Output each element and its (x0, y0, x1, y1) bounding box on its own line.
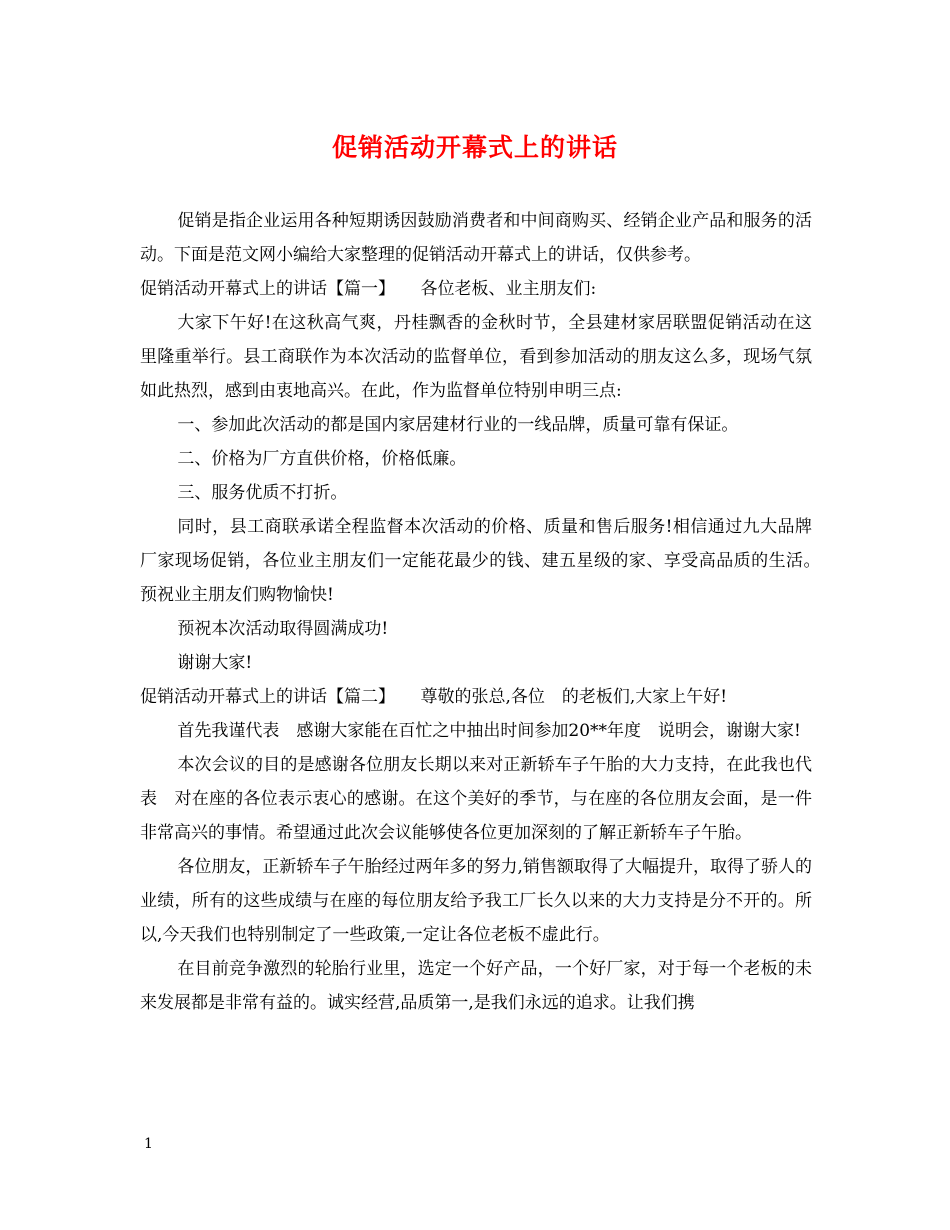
purpose-paragraph: 本次会议的目的是感谢各位朋友长期以来对正新轿车子午胎的大力支持，在此我也代表 对在座的各位表示衷心的感谢。在这个美好的季节，与在座的各位朋友会面，是一件非常高兴的事情。希望通过此次会议能够使各位更加深刻的了解正新轿车子午胎。 (140, 755, 812, 843)
competition-paragraph: 在目前竞争激烈的轮胎行业里，选定一个好产品，一个好厂家，对于每一个老板的未来发展都是非常有益的。诚实经营,品质第一,是我们永远的追求。让我们携 (140, 959, 812, 1013)
thanks-paragraph: 谢谢大家! (177, 653, 253, 673)
commitment-paragraph: 同时，县工商联承诺全程监督本次活动的价格、质量和售后服务!相信通过九大品牌厂家现场促销，各位业主朋友们一定能花最少的钱、建五星级的家、享受高品质的生活。 预祝业主朋友们购物愉快! (140, 517, 829, 605)
point-two-paragraph: 二、价格为厂方直供价格，价格低廉。 (177, 449, 467, 469)
wish-paragraph: 预祝本次活动取得圆满成功! (177, 619, 389, 639)
document-body (140, 204, 829, 1020)
opening-paragraph: 首先我谨代表 感谢大家能在百忙之中抽出时间参加20**年度 说明会，谢谢大家! (177, 721, 801, 741)
greeting-paragraph: 大家下午好!在这秋高气爽，丹桂飘香的金秋时节，全县建材家居联盟促销活动在这里隆重举行。县工商联作为本次活动的监督单位，看到参加活动的朋友这么多，现场气氛如此热烈，感到由衷地高兴。在此，作为监督单位特别申明三点: (140, 313, 812, 401)
document-title: 促销活动开幕式上的讲话 (331, 133, 618, 162)
section-heading-part-two: 促销活动开幕式上的讲话【篇二】 尊敬的张总,各位 的老板们,大家上午好! (140, 687, 728, 707)
point-one-paragraph: 一、参加此次活动的都是国内家居建材行业的一线品牌，质量可靠有保证。 (177, 415, 739, 435)
section-heading-part-one: 促销活动开幕式上的讲话【篇一】 各位老板、业主朋友们: (140, 279, 597, 299)
intro-paragraph: 促销是指企业运用各种短期诱因鼓励消费者和中间商购买、经销企业产品和服务的活动。下面是范文网小编给大家整理的促销活动开幕式上的讲话，仅供参考。 (140, 211, 812, 265)
page-number: 1 (144, 1136, 153, 1152)
achievement-paragraph: 各位朋友，正新轿车子午胎经过两年多的努力,销售额取得了大幅提升，取得了骄人的业绩，所有的这些成绩与在座的每位朋友给予我工厂长久以来的大力支持是分不开的。所以,今天我们也特别制定了一些政策,一定让各位老板不虚此行。 (140, 857, 812, 945)
point-three-paragraph: 三、服务优质不打折。 (177, 483, 348, 503)
